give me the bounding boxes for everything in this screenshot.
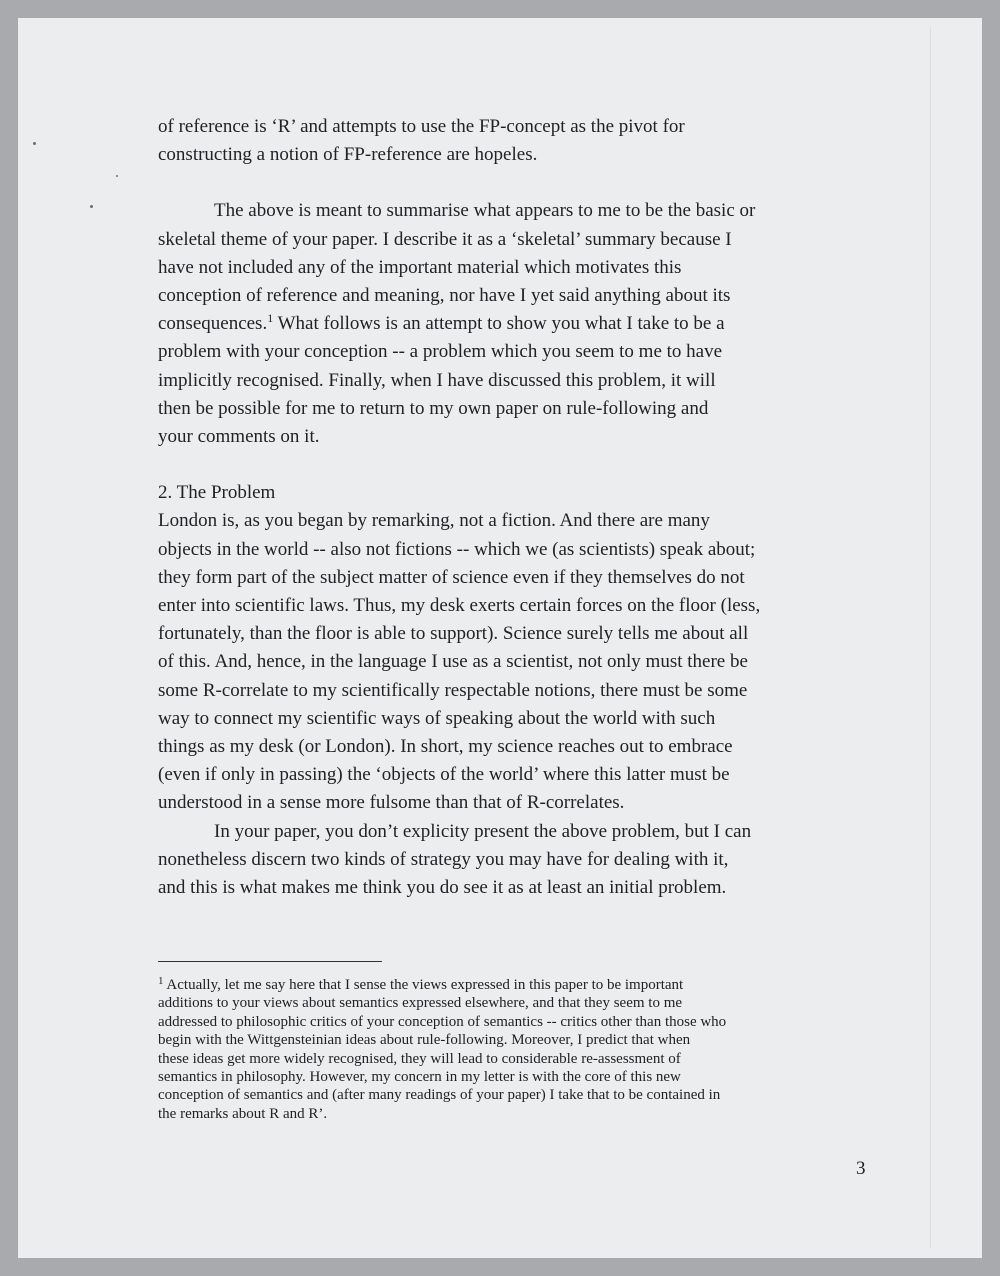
footnote-number: 1 [158,975,164,987]
footnote-line: the remarks about R and R’. [158,1105,328,1122]
page-edge-line [930,28,931,1248]
text-line: constructing a notion of FP-reference are hopeles. [158,144,538,166]
text-line: then be possible for me to return to my own paper on rule-following and [158,397,709,419]
letter-body [158,113,858,902]
document-page [18,18,982,1258]
paper-speck [116,175,118,177]
text-line: way to connect my scientific ways of speaking about the world with such [158,707,716,729]
text-line: problem with your conception -- a problem which you seem to me to have [158,341,723,363]
text-line: conception of reference and meaning, nor have I yet said anything about its [158,285,731,307]
text-line: London is, as you began by remarking, not a fiction. And there are many [158,510,710,532]
footnote-line [158,976,858,994]
text-line: of reference is ‘R’ and attempts to use the FP-concept as the pivot for [158,116,685,137]
text-line: understood in a sense more fulsome than that of R-correlates. [158,792,625,814]
text-line: enter into scientific laws. Thus, my desk exerts certain forces on the floor (less, [158,595,761,617]
text-line: In your paper, you don’t explicity present the above problem, but I can [214,820,752,842]
text-segment: What follows is an attempt to show you what I take to be a [273,313,725,335]
footnote-line: these ideas get more widely recognised, they will lead to considerable re-assessment of [158,1050,681,1067]
paper-speck [90,205,93,208]
text-line: your comments on it. [158,426,320,448]
text-segment: consequences. [158,313,268,335]
text-line: The above is meant to summarise what appears to me to be the basic or [214,200,756,222]
paper-speck [33,142,36,145]
footnote-line: additions to your views about semantics expressed elsewhere, and that they seem to me [158,995,683,1012]
footnote-line: addressed to philosophic critics of your conception of semantics -- critics other than those who [158,1013,727,1030]
footnote-marker: 1 [267,311,274,326]
text-line: of this. And, hence, in the language I use as a scientist, not only must there be [158,651,748,673]
text-line: (even if only in passing) the ‘objects of the world’ where this latter must be [158,764,730,786]
footnote-line: conception of semantics and (after many readings of your paper) I take that to be contained in [158,1087,721,1104]
footnote-line: semantics in philosophy. However, my concern in my letter is with the core of this new [158,1069,681,1086]
text-line: nonetheless discern two kinds of strategy you may have for dealing with it, [158,848,729,870]
footnote-line: begin with the Wittgensteinian ideas about rule-following. Moreover, I predict that when [158,1032,691,1049]
text-line: they form part of the subject matter of science even if they themselves do not [158,566,745,588]
text-line: have not included any of the important material which motivates this [158,256,682,278]
text-line: implicitly recognised. Finally, when I have discussed this problem, it will [158,369,716,391]
text-line: objects in the world -- also not fictions -- which we (as scientists) speak about; [158,538,756,560]
text-line: and this is what makes me think you do see it as at least an initial problem. [158,877,727,899]
section-heading: 2. The Problem [158,482,276,504]
text-line-with-footnote [158,310,858,338]
text-line: some R-correlate to my scientifically respectable notions, there must be some [158,679,748,701]
text-line: skeletal theme of your paper. I describe it as a ‘skeletal’ summary because I [158,228,732,250]
text-line: things as my desk (or London). In short, my science reaches out to embrace [158,736,733,758]
text-line: fortunately, than the floor is able to support). Science surely tells me about all [158,623,749,645]
page-number: 3 [856,1158,866,1179]
footnote-divider [158,961,382,962]
text-segment: Actually, let me say here that I sense the views expressed in this paper to be important [163,977,684,993]
footnote [158,976,858,1123]
